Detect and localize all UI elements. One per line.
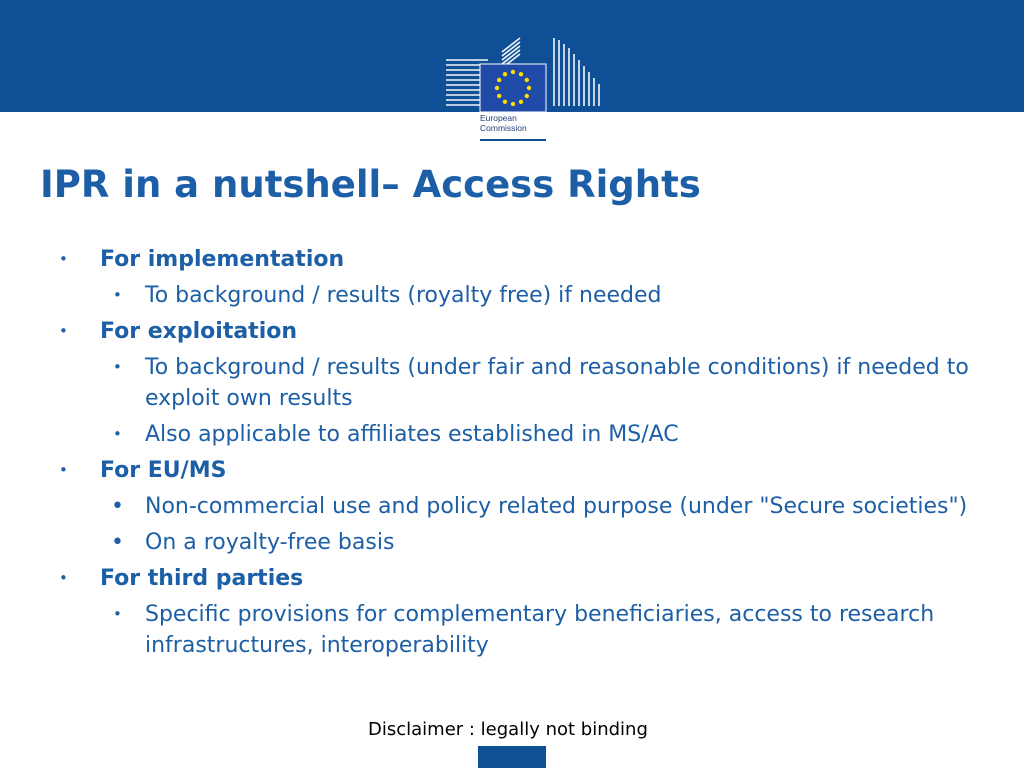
section-heading: For exploitation — [100, 319, 298, 344]
item-text: Non-commercial use and policy related purpose (under "Secure societies") — [145, 494, 968, 519]
list-item — [56, 316, 976, 450]
logo-wordmark — [480, 113, 560, 133]
disclaimer-text: Disclaimer : legally not binding — [368, 719, 648, 740]
list-item — [100, 527, 976, 558]
list-item — [100, 599, 976, 661]
list-item — [56, 563, 976, 661]
bullet-icon: • — [113, 425, 122, 443]
bullet-icon: • — [59, 569, 68, 587]
bullet-icon: • — [59, 322, 68, 340]
item-text: To background / results (royalty free) if needed — [145, 283, 662, 308]
bullet-icon: • — [113, 358, 122, 376]
list-item — [56, 244, 976, 311]
bullet-list — [56, 244, 976, 666]
section-heading: For implementation — [100, 247, 345, 272]
bullet-icon: • — [59, 461, 68, 479]
footer-block — [478, 746, 546, 768]
bullet-icon: • — [111, 530, 124, 555]
bullet-icon: • — [113, 605, 122, 623]
list-item — [100, 491, 976, 522]
section-heading: For EU/MS — [100, 458, 227, 483]
item-text: On a royalty-free basis — [145, 530, 395, 555]
bullet-icon: • — [113, 286, 122, 304]
list-item — [100, 419, 976, 450]
list-item — [100, 280, 976, 311]
logo-text-line2: Commission — [480, 123, 527, 133]
bullet-icon: • — [59, 250, 68, 268]
sub-list — [100, 280, 976, 311]
list-item — [100, 352, 976, 414]
list-item — [56, 455, 976, 558]
item-text: Specific provisions for complementary beneficiaries, access to research infrastructures, interoperability — [145, 602, 935, 658]
sub-list — [100, 491, 976, 558]
logo-underline — [480, 139, 546, 141]
sub-list — [100, 352, 976, 450]
sub-list — [100, 599, 976, 661]
section-heading: For third parties — [100, 566, 304, 591]
logo-text-line1: European — [480, 113, 517, 123]
slide-title: IPR in a nutshell– Access Rights — [40, 163, 701, 206]
item-text: Also applicable to affiliates established in MS/AC — [145, 422, 679, 447]
item-text: To background / results (under fair and reasonable conditions) if needed to exploit own results — [145, 355, 969, 411]
bullet-icon: • — [111, 494, 124, 519]
